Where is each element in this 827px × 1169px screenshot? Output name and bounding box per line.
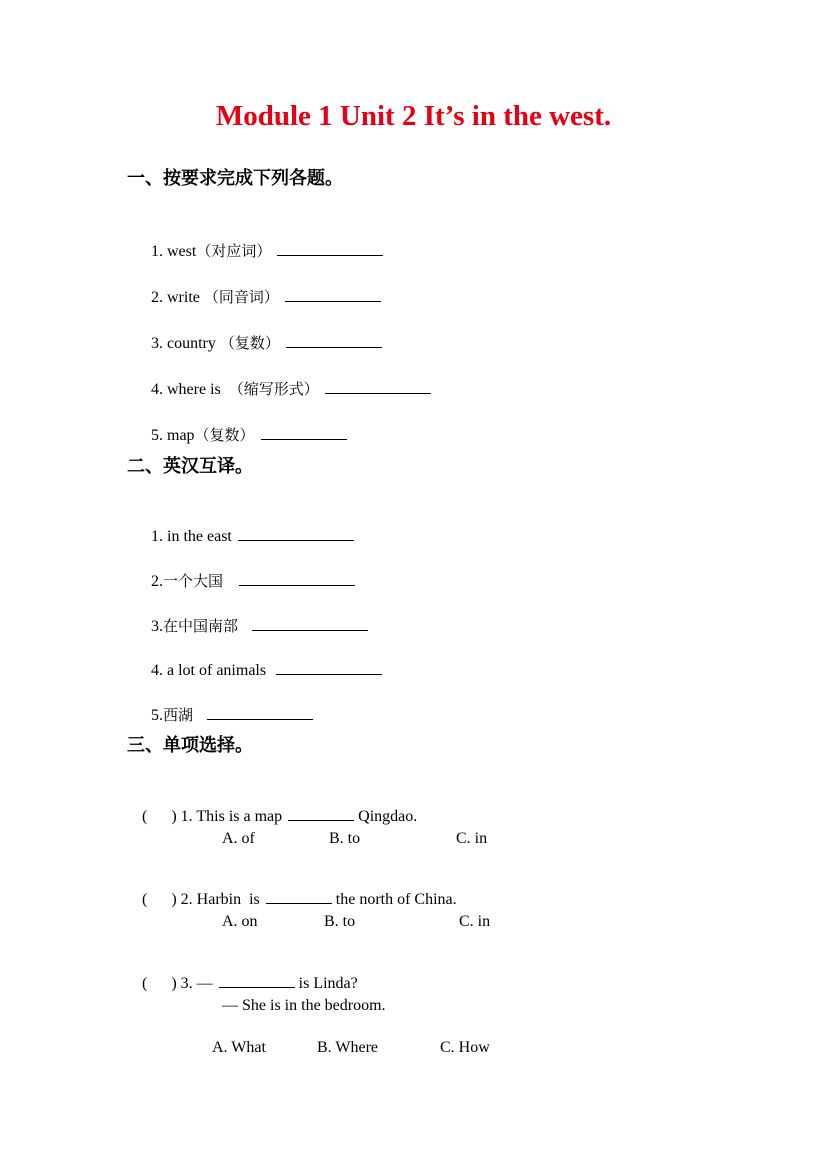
- s2-item-3-text: 在中国南部: [163, 617, 239, 635]
- s2-item-4-blank[interactable]: [276, 660, 382, 675]
- s2-item-2-blank[interactable]: [239, 571, 355, 586]
- s2-item-2: [143, 552, 355, 591]
- s3-q1-prefix: 1. This is a map: [180, 808, 283, 825]
- s3-q2-blank: [266, 889, 332, 904]
- s2-item-2-num: 2.: [151, 573, 163, 590]
- s1-item-4-blank[interactable]: [325, 379, 431, 394]
- section-3-heading: 三、单项选择。: [127, 735, 253, 756]
- s2-item-1-num: 1.: [151, 528, 163, 545]
- s3-q3-option-a[interactable]: A. What: [212, 1039, 266, 1056]
- s2-item-5-text: 西湖: [163, 706, 194, 724]
- s2-item-5: [143, 686, 313, 725]
- s3-q1-paren[interactable]: ( ): [142, 808, 177, 825]
- s3-q1-suffix: Qingdao.: [358, 808, 418, 825]
- s3-q3-option-b[interactable]: B. Where: [317, 1039, 379, 1056]
- s2-item-2-text: 一个大国: [163, 572, 224, 590]
- s3-q2-prefix: 2. Harbin is: [180, 891, 260, 908]
- s1-item-5: [143, 406, 347, 445]
- s3-q2-option-a[interactable]: A. on: [222, 913, 258, 930]
- s1-item-1-hint: （对应词）: [196, 242, 272, 260]
- s2-item-4: [143, 642, 382, 680]
- s2-item-1: [143, 508, 354, 546]
- s1-item-2-text: 2. write: [151, 289, 200, 306]
- s3-q3-answer-line: — She is in the bedroom.: [222, 997, 386, 1014]
- s1-item-4-hint: （缩写形式）: [228, 380, 319, 398]
- s1-item-2-blank[interactable]: [285, 287, 381, 302]
- s1-item-1-text: 1. west: [151, 243, 197, 260]
- s3-q3-option-c[interactable]: C. How: [440, 1039, 490, 1056]
- section-1-heading: 一、按要求完成下列各题。: [127, 168, 343, 189]
- s3-q2-option-b[interactable]: B. to: [324, 913, 356, 930]
- s2-item-3-num: 3.: [151, 618, 163, 635]
- s3-q1-option-a[interactable]: A. of: [222, 830, 255, 847]
- s2-item-4-num: 4.: [151, 662, 163, 679]
- s1-item-3-text: 3. country: [151, 335, 216, 352]
- s1-item-2-hint: （同音词）: [203, 288, 279, 306]
- s3-question-1: [134, 788, 417, 826]
- section-2-heading: 二、英汉互译。: [127, 456, 253, 477]
- s2-item-1-text: in the east: [167, 528, 232, 545]
- s1-item-3-blank[interactable]: [286, 333, 382, 348]
- s3-q3-paren[interactable]: ( ): [142, 975, 177, 992]
- s2-item-5-blank[interactable]: [207, 705, 313, 720]
- s3-q2-suffix: the north of China.: [335, 891, 457, 908]
- s3-q1-option-b[interactable]: B. to: [329, 830, 361, 847]
- s3-q1-blank: [288, 806, 354, 821]
- s1-item-4-text: 4. where is: [151, 381, 225, 398]
- s1-item-5-blank[interactable]: [261, 425, 347, 440]
- s3-q2-paren[interactable]: ( ): [142, 891, 177, 908]
- s1-item-1-blank[interactable]: [277, 241, 383, 256]
- s1-item-5-text: 5. map: [151, 427, 195, 444]
- s2-item-3-blank[interactable]: [252, 616, 368, 631]
- page-title: Module 1 Unit 2 It’s in the west.: [215, 100, 612, 132]
- s1-item-5-hint: （复数）: [194, 426, 255, 444]
- s1-item-4: [143, 360, 431, 399]
- s3-q3-blank: [219, 973, 295, 988]
- s2-item-1-blank[interactable]: [238, 526, 354, 541]
- s2-item-4-text: a lot of animals: [167, 662, 267, 679]
- s3-question-3: [134, 955, 358, 993]
- s2-item-5-num: 5.: [151, 707, 163, 724]
- s3-q1-option-c[interactable]: C. in: [456, 830, 488, 847]
- s3-q3-prefix: 3. —: [180, 975, 213, 992]
- s3-q2-option-c[interactable]: C. in: [459, 913, 491, 930]
- s3-question-2: [134, 871, 457, 909]
- s1-item-1: [143, 222, 383, 261]
- s1-item-3-hint: （复数）: [219, 334, 280, 352]
- s2-item-3: [143, 597, 368, 636]
- s1-item-2: [143, 268, 381, 307]
- s1-item-3: [143, 314, 382, 353]
- s3-q3-suffix: is Linda?: [298, 975, 358, 992]
